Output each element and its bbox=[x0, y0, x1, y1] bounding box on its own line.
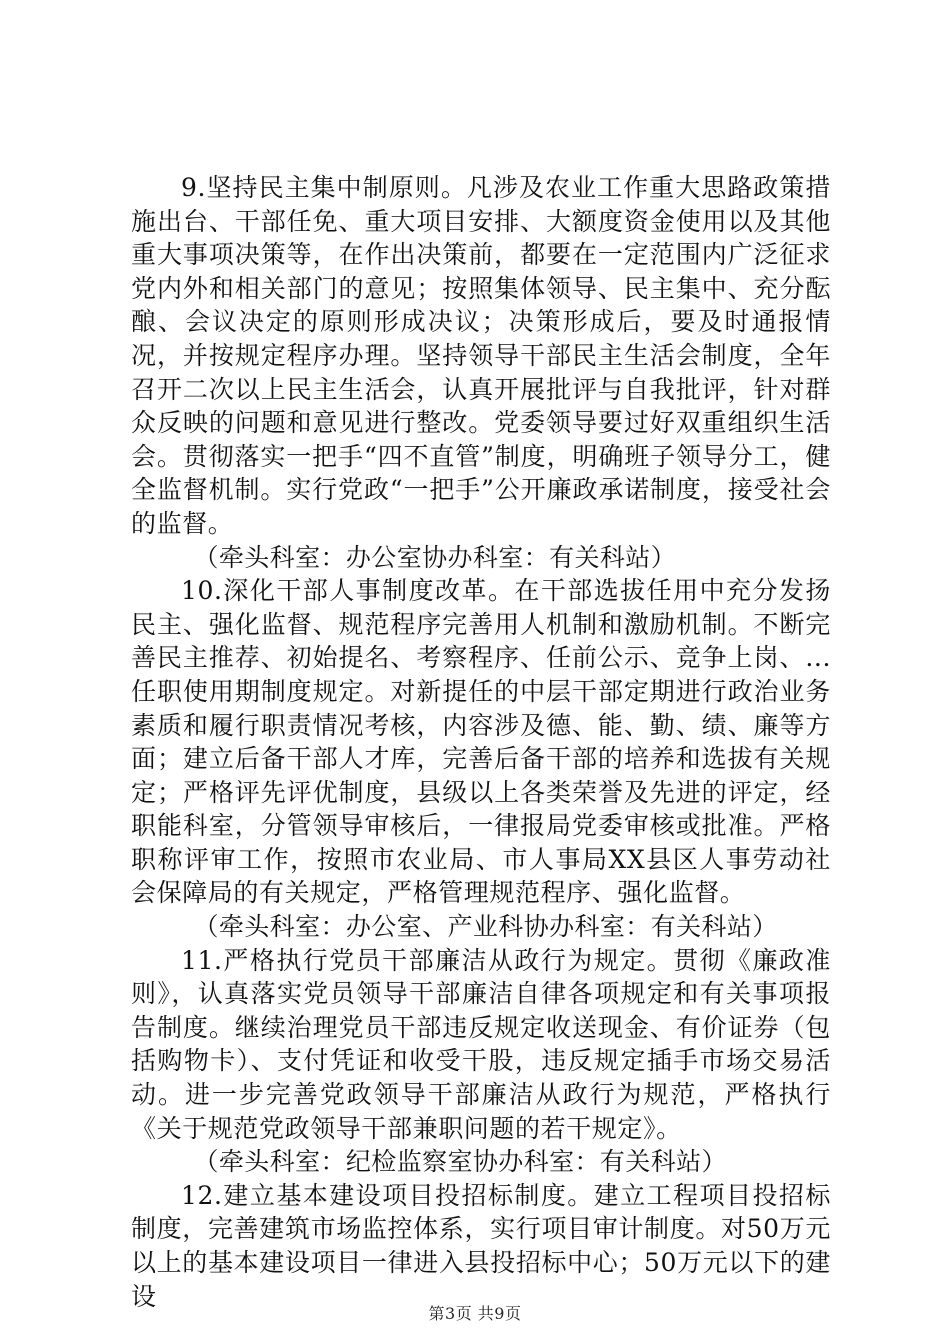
paragraph-note-lead-office: （牵头科室：办公室协办科室：有关科站） bbox=[193, 542, 677, 572]
paragraph-item-9: 9.坚持民主集中制原则。凡涉及农业工作重大思路政策措施出台、干部任免、重大项目安排、大额度资金使用以及其他重大事项决策等，在作出决策前，都要在一定范围内广泛征求党内外和相关部门的意见；按照集体领导、民主集中、充分酝酿、会议决定的原则形成决议；决策形成后，要及时通报情况，并按规定程序办理。坚持领导干部民主生活会制度，全年召开二次以上民主生活会，认真开展批评与自我批评，针对群众反映的问题和意见进行整改。党委领导要过好双重组织生活会。贯彻落实一把手“四不直管”制度，明确班子领导分工，健全监督机制。实行党政“一把手”公开廉政承诺制度，接受社会的监督。 bbox=[131, 173, 831, 538]
page-footer bbox=[0, 1301, 950, 1324]
paragraph-note-lead-office-industry: （牵头科室：办公室、产业科协办科室：有关科站） bbox=[193, 912, 778, 942]
paragraph-note-lead-discipline: （牵头科室：纪检监察室协办科室：有关科站） bbox=[193, 1147, 727, 1177]
paragraph-item-10: 10.深化干部人事制度改革。在干部选拔任用中充分发扬民主、强化监督、规范程序完善用人机制和激励机制。不断完善民主推荐、初始提名、考察程序、任前公示、竞争上岗、...任职使用期制度规定。对新提任的中层干部定期进行政治业务素质和履行职责情况考核，内容涉及德、能、勤、绩、廉等方面；建立后备干部人才库，完善后备干部的培养和选拔有关规定；严格评先评优制度，县级以上各类荣誉及先进的评定，经职能科室，分管领导审核后，一律报局党委审核或批准。严格职称评审工作，按照市农业局、市人事局XX县区人事劳动社会保障局的有关规定，严格管理规范程序、强化监督。 bbox=[131, 576, 831, 908]
page-number-label: 第3页 共9页 bbox=[428, 1304, 522, 1323]
paragraph-item-12: 12.建立基本建设项目投招标制度。建立工程项目投招标制度，完善建筑市场监控体系，实行项目审计制度。对50万元以上的基本建设项目一律进入县投招标中心；50万元以下的建设 bbox=[131, 1180, 831, 1311]
paragraph-item-11: 11.严格执行党员干部廉洁从政行为规定。贯彻《廉政准则》，认真落实党员领导干部廉洁自律各项规定和有关事项报告制度。继续治理党员干部违反规定收送现金、有价证券（包括购物卡）、支付凭证和收受干股，违反规定插手市场交易活动。进一步完善党政领导干部廉洁从政行为规范，严格执行《关于规范党政领导干部兼职问题的若干规定》。 bbox=[131, 945, 831, 1143]
document-body bbox=[131, 171, 831, 1313]
